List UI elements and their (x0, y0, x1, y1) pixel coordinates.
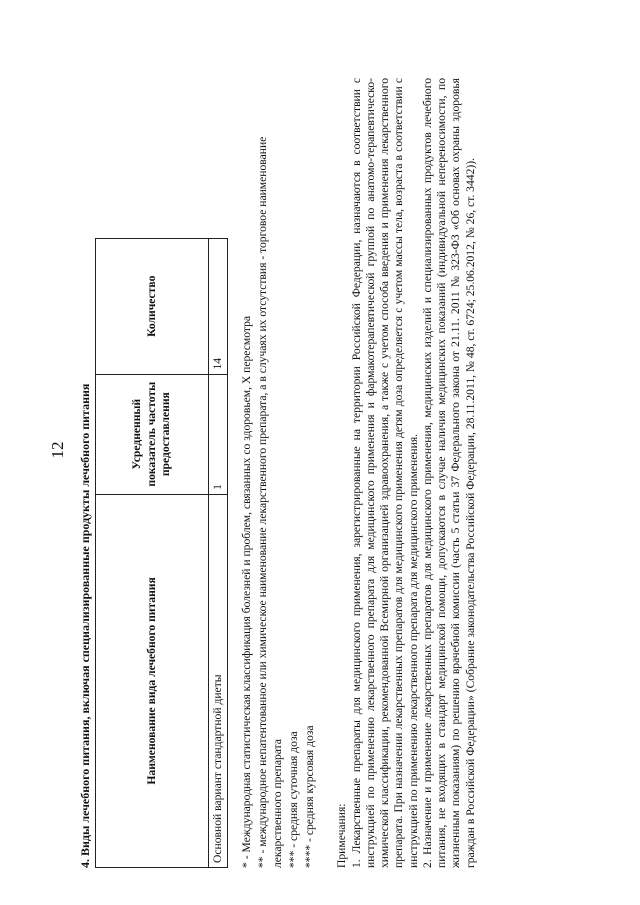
header-quantity: Количество (95, 239, 208, 375)
footnote-daily-dose: *** - средняя суточная доза (286, 731, 300, 868)
rotated-document-body (78, 78, 638, 868)
cell-quantity: 14 (208, 239, 227, 375)
section-heading: 4. Виды лечебного питания, включая специализированные продукты лечебного питания (78, 383, 92, 868)
note-item: 1. Лекарственные препараты для медицинского применения, зарегистрированные на территории Российской Федерации, назначаются в соответствии с инструкцией по применению лекарственного препарата для медицинского применения и фармакотерапевтической группой по анатомо-терапевтическо-химической классификации, рекомендованной Всемирной организацией здравоохранения, а также с учетом способа введения и применения лекарственного препарата. При назначении лекарственных препаратов для медицинского применения детям доза определяется с учетом массы тела, возраста в соответствии с инструкцией по применению лекарственного препарата для медицинского применения. (349, 78, 420, 868)
footnote-course-dose: **** - средняя курсовая доза (303, 725, 316, 868)
header-avg-frequency: Усредненный показатель частоты предоставления (95, 374, 208, 494)
note-item: 2. Назначение и применение лекарственных препаратов для медицинского применения, медицинских изделий и специализированных продуктов лечебного питания, не входящих в стандарт медицинской помощи, допускаются в случае наличия медицинских показаний (индивидуальной непереносимости, по жизненным показаниям) по решению врачебной комиссии (часть 5 статьи 37 Федерального закона от 21.11. 2011 № 323-ФЗ «Об основах охраны здоровья граждан в Российской Федерации» (Собрание законодательства Российской Федерации, 28.11.2011, № 48, ст. 6724; 25.06.2012, № 26, ст. 3442)). (420, 78, 477, 868)
footnotes (240, 78, 317, 868)
notes (335, 78, 478, 868)
footnote-inn: ** - международное непатентованное или химическое наименование лекарственного препарата, а в случаях их отсутствия - торговое наименование лекарственного препарата (256, 136, 284, 868)
cell-avg-frequency: 1 (208, 374, 227, 494)
page-number: 12 (48, 441, 67, 459)
notes-title: Примечания: (335, 803, 349, 868)
cell-name: Основной вариант стандартной диеты (208, 494, 227, 867)
nutrition-table (95, 238, 228, 868)
table-header-row (95, 239, 208, 868)
table-row (208, 239, 227, 868)
header-name: Наименование вида лечебного питания (95, 494, 208, 867)
footnote-icd: * - Международная статистическая классификация болезней и проблем, связанных со здоровьем, X пересмотра (240, 315, 253, 868)
